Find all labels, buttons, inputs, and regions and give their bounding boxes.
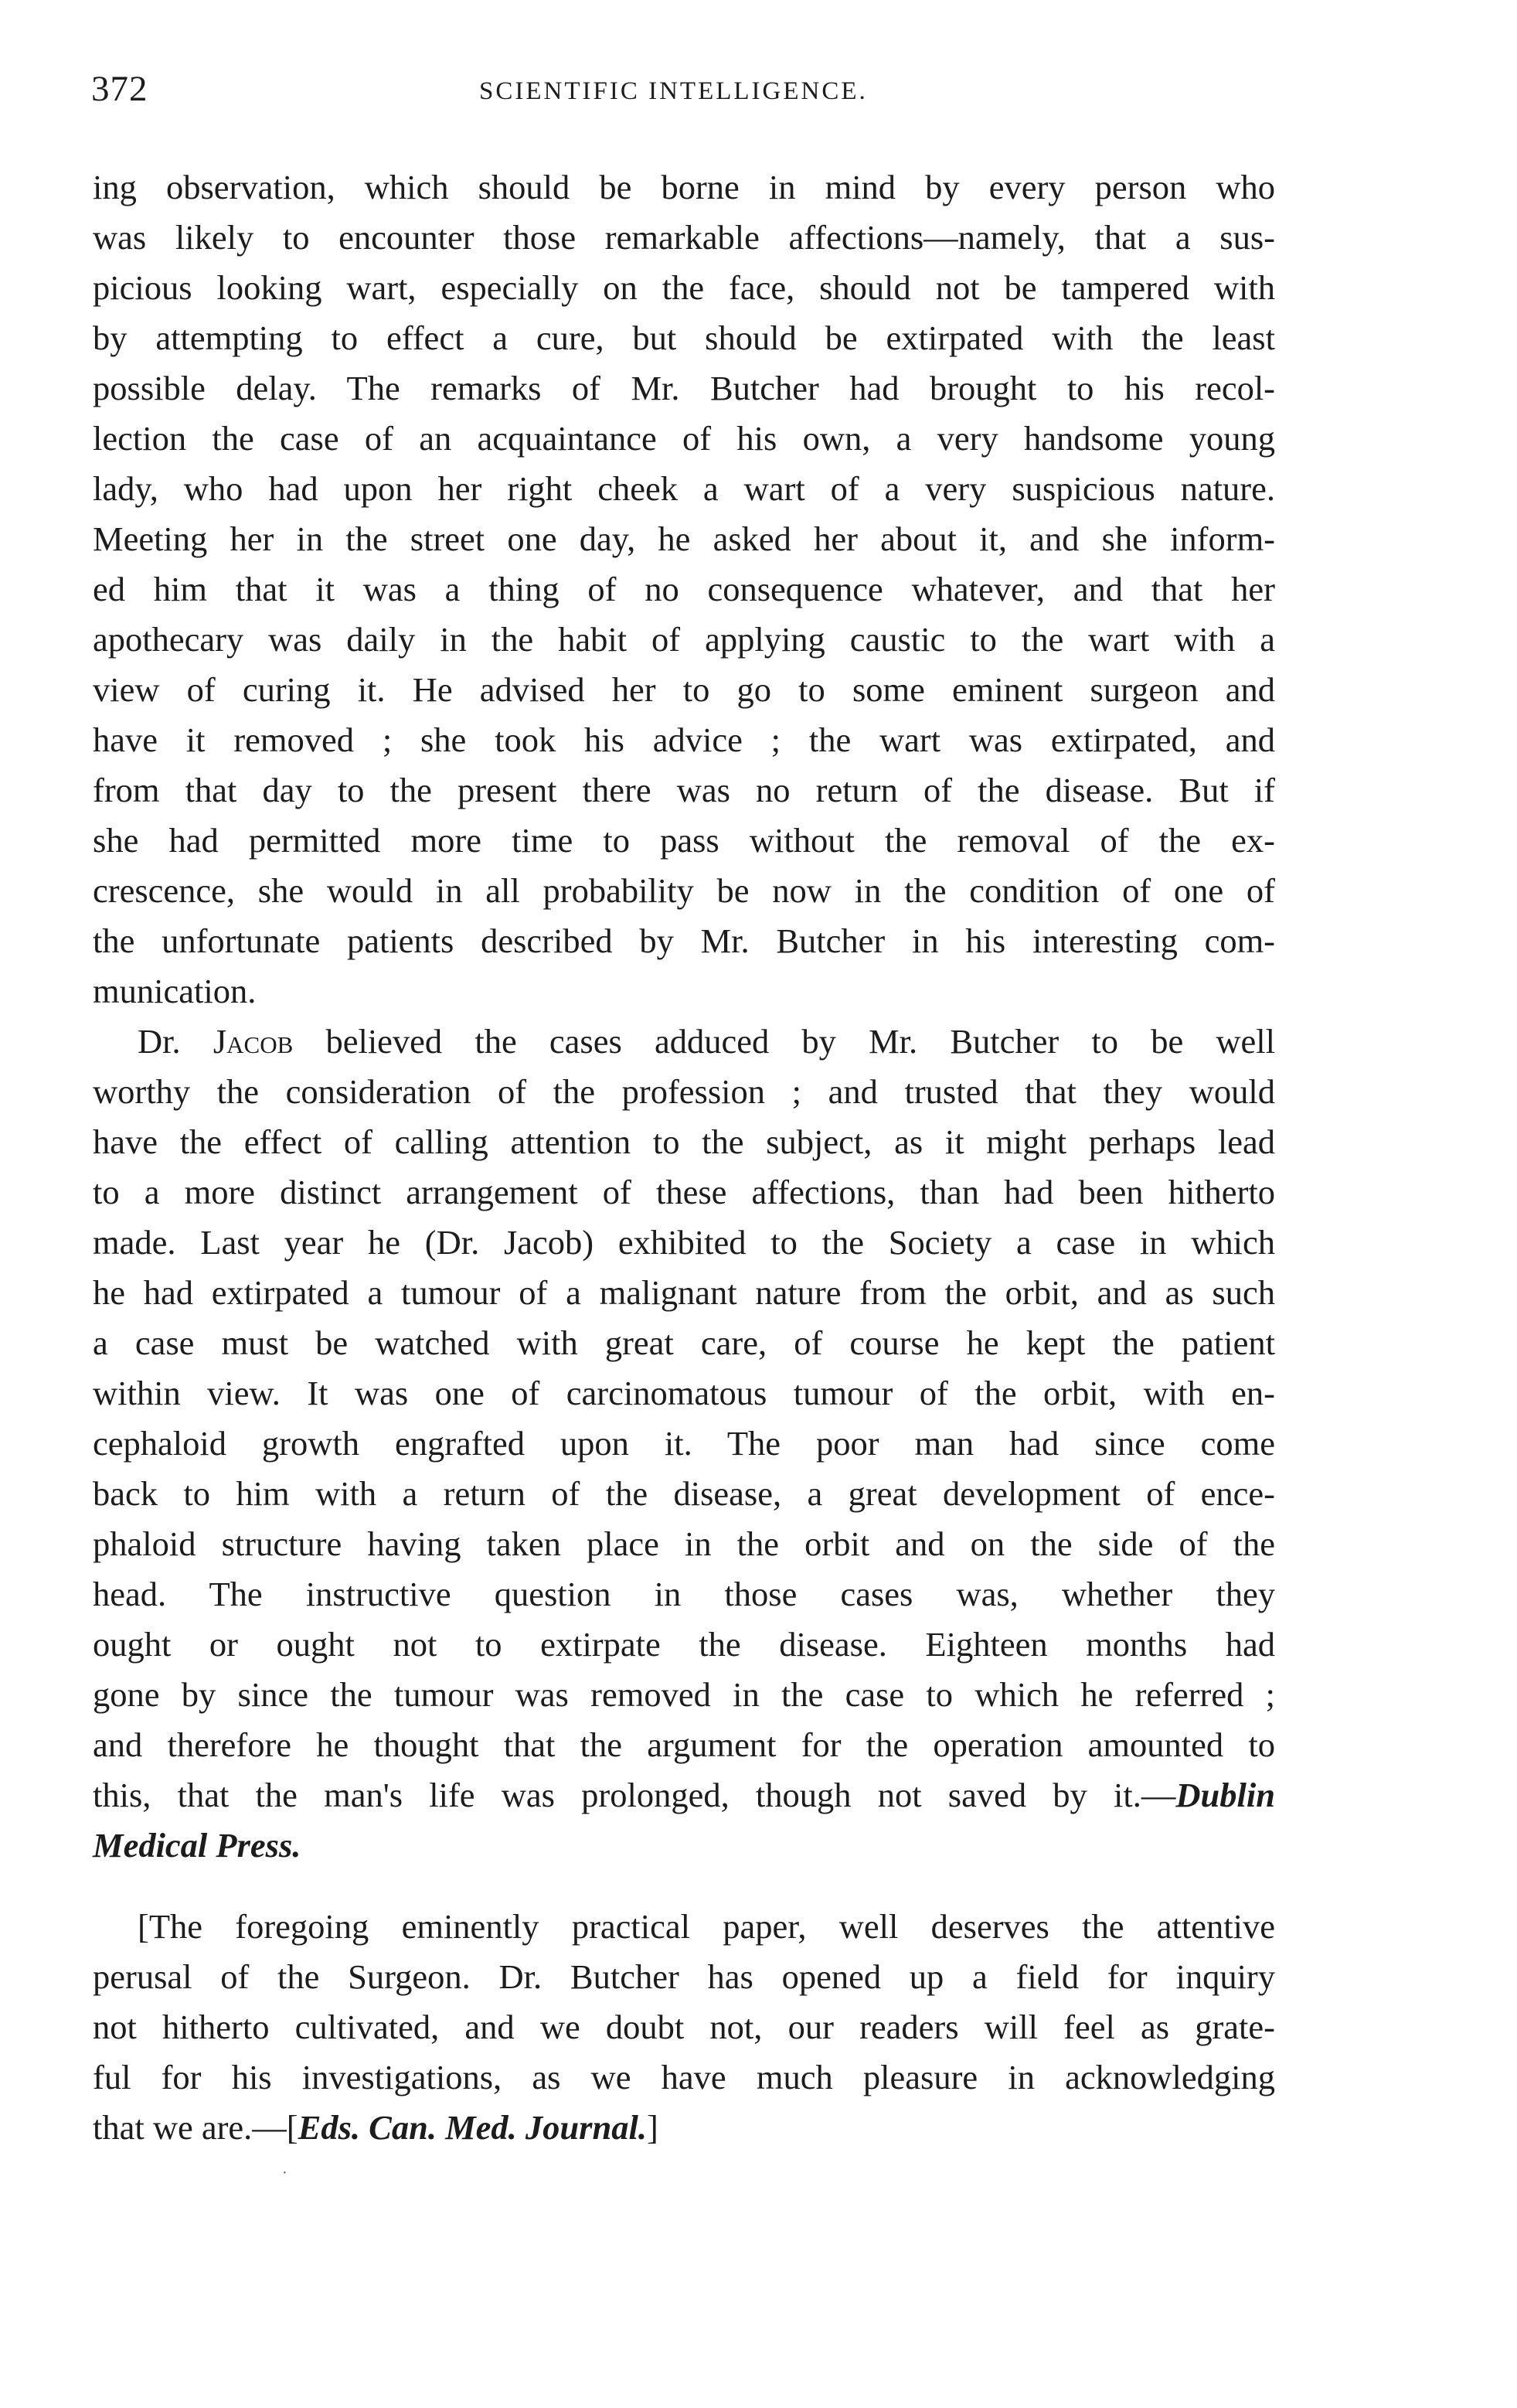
text-line: head. The instructive question in those cases was, whether they [93, 1575, 1275, 1613]
text-line: ed him that it was a thing of no consequence whatever, and that her [93, 570, 1275, 608]
text-line: gone by since the tumour was removed in the case to which he referred ; [93, 1675, 1275, 1714]
text-line: possible delay. The remarks of Mr. Butcher had brought to his recol- [93, 369, 1275, 407]
editors-reference: Eds. Can. Med. Journal. [298, 2108, 647, 2147]
text-line: lady, who had upon her right cheek a wart of a very suspicious nature. [93, 469, 1275, 508]
text-line: within view. It was one of carcinomatous tumour of the orbit, with en- [93, 1374, 1275, 1412]
text-line: lection the case of an acquaintance of his own, a very handsome young [93, 419, 1275, 458]
last-line-text: that we are.—[ [93, 2108, 298, 2147]
text-line-source [93, 1820, 1275, 1871]
text-line: back to him with a return of the disease, a great development of ence- [93, 1474, 1275, 1513]
text-line: a case must be watched with great care, of course he kept the patient [93, 1323, 1275, 1362]
penultimate-text: this, that the man's life was prolonged, though not saved by it.— [93, 1776, 1176, 1814]
text-line: worthy the consideration of the profession ; and trusted that they would [93, 1072, 1275, 1111]
closing-bracket: ] [646, 2108, 658, 2147]
speaker-name: Jacob [213, 1022, 294, 1061]
text-line: picious looking wart, especially on the face, should not be tampered with [93, 268, 1275, 307]
text-line: by attempting to effect a cure, but should be extirpated with the least [93, 318, 1275, 357]
speaker-prefix: Dr. [138, 1022, 213, 1061]
text-line: munication. [93, 972, 257, 1010]
text-line: not hitherto cultivated, and we doubt not, our readers will feel as grate- [93, 2008, 1275, 2046]
text-line-first [93, 1017, 1275, 1067]
text-line: have the effect of calling attention to the subject, as it might perhaps lead [93, 1122, 1275, 1161]
source-citation-part1: Dublin [1175, 1776, 1275, 1814]
text-line: the unfortunate patients described by Mr. Butcher in his interesting com- [93, 921, 1275, 960]
text-line: ought or ought not to extirpate the disease. Eighteen months had [93, 1625, 1275, 1664]
text-line: ful for his investigations, as we have much pleasure in acknowledging [93, 2058, 1275, 2096]
text-line: [The foregoing eminently practical paper, well deserves the attentive [138, 1907, 1275, 1946]
text-line: made. Last year he (Dr. Jacob) exhibited to the Society a case in which [93, 1223, 1275, 1262]
text-line: cephaloid growth engrafted upon it. The poor man had since come [93, 1424, 1275, 1463]
text-line-editors [93, 2103, 1275, 2153]
source-citation-part2: Medical Press. [93, 1826, 301, 1865]
running-head [91, 68, 1274, 114]
first-line-rest: believed the cases adduced by Mr. Butcher to be well [293, 1022, 1276, 1061]
text-line: crescence, she would in all probability be now in the condition of one of [93, 871, 1275, 910]
text-line: and therefore he thought that the argument for the operation amounted to [93, 1725, 1275, 1764]
paragraph-continued [93, 162, 1275, 1017]
text-line: was likely to encounter those remarkable affections—namely, that a sus- [93, 218, 1275, 257]
text-line: he had extirpated a tumour of a malignant nature from the orbit, and as such [93, 1273, 1275, 1312]
body-text [93, 162, 1275, 2153]
text-line-with-source [93, 1770, 1275, 1820]
ink-speck: · [282, 2164, 287, 2182]
text-line: apothecary was daily in the habit of applying caustic to the wart with a [93, 620, 1275, 659]
paragraph-dr-jacob [93, 1017, 1275, 1871]
text-line: perusal of the Surgeon. Dr. Butcher has opened up a field for inquiry [93, 1957, 1275, 1996]
text-line: ing observation, which should be borne in mind by every person who [93, 168, 1275, 206]
text-line: phaloid structure having taken place in the orbit and on the side of the [93, 1524, 1275, 1563]
running-title: SCIENTIFIC INTELLIGENCE. [479, 77, 868, 105]
paragraph-editorial-note [93, 1902, 1275, 2153]
text-line: she had permitted more time to pass without the removal of the ex- [93, 821, 1275, 860]
text-line: to a more distinct arrangement of these affections, than had been hitherto [93, 1173, 1275, 1211]
text-line: view of curing it. He advised her to go to some eminent surgeon and [93, 670, 1275, 709]
text-line: Meeting her in the street one day, he asked her about it, and she inform- [93, 519, 1275, 558]
page-number: 372 [91, 69, 148, 109]
text-line: have it removed ; she took his advice ; the wart was extirpated, and [93, 720, 1275, 759]
text-line: from that day to the present there was no return of the disease. But if [93, 771, 1275, 809]
